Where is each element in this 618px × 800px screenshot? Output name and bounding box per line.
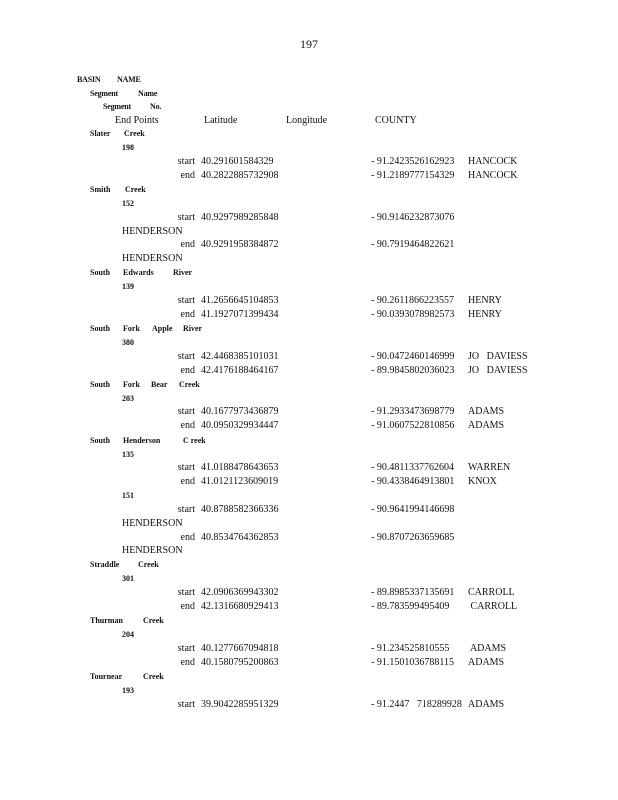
name-header: NAME: [117, 75, 141, 84]
endpoint-label: start: [177, 156, 195, 167]
county-cell: HENRY: [468, 309, 502, 320]
latitude-cell: 39.9042285951329: [201, 699, 279, 710]
latitude-cell: 40.2822885732908: [201, 170, 279, 181]
segment-name-word: Creek: [143, 616, 164, 625]
county-cell: ADAMS: [468, 420, 505, 431]
segment-no-header: Segment: [103, 102, 131, 111]
table-row: [0, 601, 618, 613]
longitude-header: Longitude: [286, 115, 328, 126]
county-cell: HANCOCK: [468, 170, 518, 181]
latitude-cell: 40.291601584329: [201, 156, 274, 167]
table-row: [0, 239, 618, 251]
county-cell-wrapped: HENDERSON: [122, 545, 183, 556]
segment-number: 198: [122, 143, 134, 152]
latitude-cell: 41.1927071399434: [201, 309, 279, 320]
county-cell: CARROLL: [468, 587, 515, 598]
county-header: COUNTY: [375, 115, 417, 126]
segment-name-word: Edwards: [123, 268, 154, 277]
county-cell: ADAMS: [468, 699, 505, 710]
latitude-cell: 40.9297989285848: [201, 212, 279, 223]
latitude-cell: 42.4468385101031: [201, 351, 279, 362]
end-points-header: End Points: [115, 115, 159, 126]
segment-name-word: South: [90, 268, 111, 277]
segment-name-word: River: [183, 324, 203, 333]
table-row: [0, 420, 618, 432]
longitude-cell: - 91.0607522810856: [371, 420, 455, 431]
table-row: [0, 699, 618, 711]
table-row: [0, 365, 618, 377]
endpoint-label: end: [180, 601, 195, 612]
segment-name-word: C reek: [183, 436, 206, 445]
table-row: [0, 462, 618, 474]
segment-name-word: Fork: [123, 380, 140, 389]
longitude-cell: - 90.4338464913801: [371, 476, 455, 487]
endpoint-label: start: [177, 406, 195, 417]
longitude-cell: - 90.2611866223557: [371, 295, 454, 306]
segment-name-word: Creek: [124, 129, 145, 138]
segment-number: 151: [122, 491, 134, 500]
latitude-cell: 40.1580795200863: [201, 657, 279, 668]
latitude-cell: 41.2656645104853: [201, 295, 279, 306]
table-row: [0, 351, 618, 363]
longitude-cell: - 90.9641994146698: [371, 504, 455, 515]
longitude-cell: - 90.9146232873076: [371, 212, 455, 223]
latitude-cell: 40.1677973436879: [201, 406, 279, 417]
latitude-cell: 42.0906369943302: [201, 587, 279, 598]
longitude-cell: - 90.0393078982573: [371, 309, 455, 320]
county-cell: ADAMS: [468, 406, 505, 417]
endpoint-label: start: [177, 504, 195, 515]
longitude-cell: - 91.2423526162923: [371, 156, 455, 167]
longitude-cell: - 89.783599495409: [371, 601, 450, 612]
longitude-cell: - 89.8985337135691: [371, 587, 455, 598]
table-row: [0, 532, 618, 544]
longitude-cell: - 90.0472460146999: [371, 351, 455, 362]
longitude-cell: - 90.8707263659685: [371, 532, 455, 543]
longitude-cell: - 91.2447 718289928: [371, 699, 462, 710]
segment-name-word: Creek: [179, 380, 200, 389]
segment-name-word: Straddle: [90, 560, 120, 569]
county-cell: ADAMS: [468, 643, 507, 654]
segment-name-word: River: [173, 268, 193, 277]
longitude-cell: - 91.1501036788115: [371, 657, 454, 668]
endpoint-label: start: [177, 462, 195, 473]
longitude-cell: - 90.7919464822621: [371, 239, 455, 250]
table-row: [0, 657, 618, 669]
county-cell: KNOX: [468, 476, 497, 487]
latitude-header: Latitude: [204, 115, 238, 126]
county-cell: WARREN: [468, 462, 511, 473]
segment-name-word: Henderson: [123, 436, 161, 445]
table-row: [0, 170, 618, 182]
county-cell-wrapped: HENDERSON: [122, 226, 183, 237]
segment-number: 135: [122, 450, 134, 459]
table-row: [0, 295, 618, 307]
latitude-cell: 40.1277667094818: [201, 643, 279, 654]
longitude-cell: - 91.2933473698779: [371, 406, 455, 417]
segment-number: 193: [122, 686, 134, 695]
county-cell: CARROLL: [468, 601, 518, 612]
segment-name-word: Thurman: [90, 616, 123, 625]
latitude-cell: 40.8534764362853: [201, 532, 279, 543]
county-cell: ADAMS: [468, 657, 505, 668]
segment-name-word: Creek: [143, 672, 164, 681]
segment-number: 152: [122, 199, 134, 208]
segment-name-word: South: [90, 436, 111, 445]
county-cell-wrapped: HENDERSON: [122, 518, 183, 529]
segment-name-word: Creek: [138, 560, 159, 569]
segment-number: 204: [122, 630, 134, 639]
endpoint-label: end: [180, 532, 195, 543]
latitude-cell: 40.0950329934447: [201, 420, 279, 431]
segment-name-word: Creek: [125, 185, 146, 194]
table-row: [0, 156, 618, 168]
endpoint-label: end: [180, 420, 195, 431]
segment-name-word: South: [90, 324, 111, 333]
table-row: [0, 504, 618, 516]
segment-name-header: Name: [138, 89, 158, 98]
page-number: 197: [300, 37, 318, 51]
county-cell: HANCOCK: [468, 156, 518, 167]
segment-number: 203: [122, 394, 134, 403]
basin-header: BASIN: [77, 75, 101, 84]
table-row: [0, 643, 618, 655]
table-row: [0, 309, 618, 321]
endpoint-label: end: [180, 239, 195, 250]
segment-name-word: Apple: [152, 324, 173, 333]
endpoint-label: start: [177, 643, 195, 654]
latitude-cell: 40.8788582366336: [201, 504, 279, 515]
segment-name-word: Smith: [90, 185, 111, 194]
no-header: No.: [150, 102, 162, 111]
segment-name-word: Slater: [90, 129, 111, 138]
latitude-cell: 41.0121123609019: [201, 476, 279, 487]
segment-number: 139: [122, 282, 134, 291]
county-cell-wrapped: HENDERSON: [122, 253, 183, 264]
endpoint-label: end: [180, 365, 195, 376]
segment-name-word: South: [90, 380, 111, 389]
latitude-cell: 40.9291958384872: [201, 239, 279, 250]
table-row: [0, 406, 618, 418]
segment-number: 301: [122, 574, 134, 583]
endpoint-label: end: [180, 309, 195, 320]
endpoint-label: end: [180, 476, 195, 487]
table-row: [0, 212, 618, 224]
endpoint-label: start: [177, 212, 195, 223]
county-cell: JO DAVIESS: [468, 351, 528, 362]
endpoint-label: end: [180, 170, 195, 181]
longitude-cell: - 89.9845802036023: [371, 365, 455, 376]
segment-name-word: Tournear: [90, 672, 123, 681]
segment-header: Segment: [90, 89, 118, 98]
longitude-cell: - 91.2189777154329: [371, 170, 455, 181]
endpoint-label: start: [177, 587, 195, 598]
table-row: [0, 587, 618, 599]
latitude-cell: 42.4176188464167: [201, 365, 279, 376]
endpoint-label: end: [180, 657, 195, 668]
endpoint-label: start: [177, 295, 195, 306]
longitude-cell: - 90.4811337762604: [371, 462, 454, 473]
latitude-cell: 41.0188478643653: [201, 462, 279, 473]
segment-name-word: Bear: [151, 380, 168, 389]
longitude-cell: - 91.234525810555: [371, 643, 450, 654]
endpoint-label: start: [177, 351, 195, 362]
segment-name-word: Fork: [123, 324, 140, 333]
latitude-cell: 42.1316680929413: [201, 601, 279, 612]
county-cell: JO DAVIESS: [468, 365, 528, 376]
county-cell: HENRY: [468, 295, 502, 306]
segment-number: 380: [122, 338, 134, 347]
table-row: [0, 476, 618, 488]
endpoint-label: start: [177, 699, 195, 710]
